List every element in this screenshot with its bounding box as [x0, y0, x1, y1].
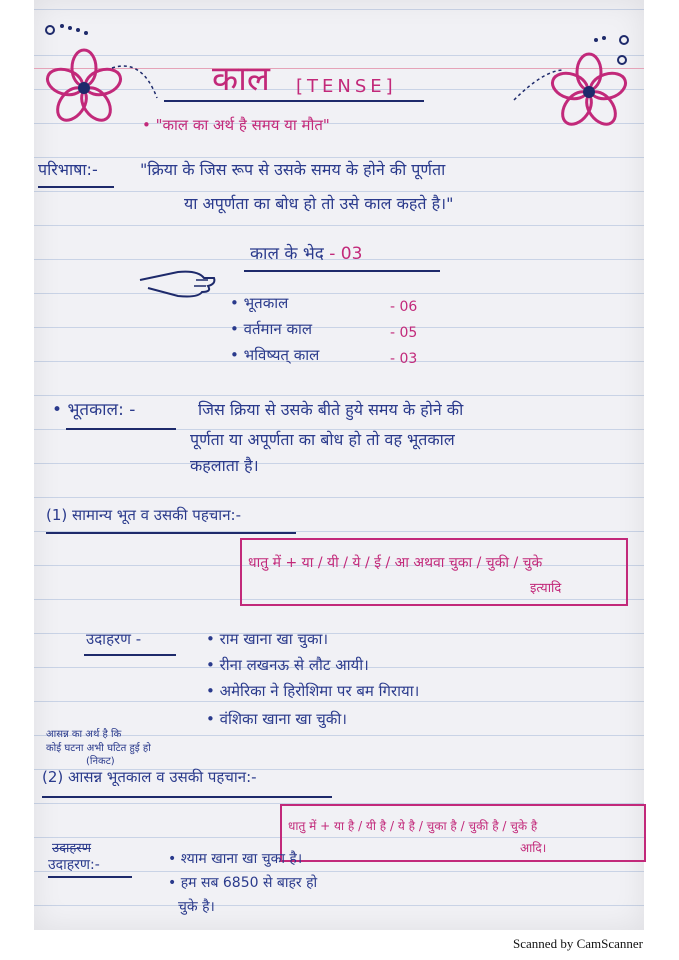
section2-example-2: चुके है।	[178, 899, 215, 915]
past-label-text: भूतकाल: -	[67, 400, 136, 420]
title-english-text: TENSE	[307, 76, 386, 97]
section1-example-1-text: रीना लखनऊ से लौट आयी।	[219, 656, 369, 674]
section2-rule-box	[280, 804, 646, 862]
scanner-watermark: Scanned by CamScanner	[513, 936, 643, 951]
section2-example-1: • हम सब 6850 से बाहर हो	[168, 875, 318, 891]
section2-examples-underline	[48, 876, 132, 878]
past-label-underline	[66, 428, 176, 430]
definition-label: परिभाषा:-	[38, 160, 98, 179]
section2-heading: (2) आसन्न भूतकाल व उसकी पहचान:-	[42, 768, 257, 786]
types-count: - 03	[329, 244, 363, 264]
flower-doodle-right	[504, 30, 634, 140]
section1-examples-underline	[84, 654, 176, 656]
type-item-0-name: भूतकाल	[243, 294, 289, 312]
side-note-line-1: आसन्न का अर्थ है कि	[46, 729, 122, 740]
pointing-hand-icon	[138, 262, 218, 302]
subtitle-text: "काल का अर्थ है समय या मौत"	[155, 116, 330, 134]
past-line-3: कहलाता है।	[190, 456, 259, 475]
type-item-1-name: वर्तमान काल	[243, 320, 313, 338]
scanner-footer	[0, 930, 679, 960]
section2-box-line-2: आदि।	[520, 841, 547, 855]
notebook-page	[34, 0, 644, 930]
section1-example-0-text: राम खाना खा चुका।	[219, 630, 329, 648]
type-item-2-count: - 03	[390, 351, 418, 367]
types-heading-text: काल के भेद	[250, 244, 324, 264]
section1-example-2-text: अमेरिका ने हिरोशिमा पर बम गिराया।	[219, 682, 420, 700]
section2-example-0: • श्याम खाना खा चुका है।	[168, 851, 303, 867]
type-item-2-name: भविष्यत् काल	[243, 346, 320, 364]
type-item-2: • भविष्यत् काल	[230, 346, 320, 364]
section1-example-2: • अमेरिका ने हिरोशिमा पर बम गिराया।	[206, 682, 420, 700]
title-hindi: काल	[212, 59, 270, 99]
section1-underline	[46, 532, 296, 534]
section2-example-0-text: श्याम खाना खा चुका है।	[180, 851, 303, 867]
section1-example-3: • वंशिका खाना खा चुकी।	[206, 710, 347, 728]
type-item-1-count: - 05	[390, 325, 418, 341]
section1-rule-box	[240, 538, 628, 606]
section1-heading: (1) सामान्य भूत व उसकी पहचान:-	[46, 506, 241, 524]
section1-example-1: • रीना लखनऊ से लौट आयी।	[206, 656, 369, 674]
past-label: • भूतकाल: -	[52, 400, 136, 420]
types-underline	[244, 270, 440, 272]
section2-examples-label-struck: उदाहरण	[52, 841, 92, 856]
past-line-1: जिस क्रिया से उसके बीते हुये समय के होने की	[198, 400, 464, 419]
definition-label-underline	[38, 186, 114, 188]
section1-box-line-2: इत्यादि	[530, 581, 562, 596]
section2-examples-label: उदाहरण:-	[48, 857, 100, 873]
section1-examples-label: उदाहरण -	[86, 630, 142, 648]
section1-box-line-1: धातु में + या / यी / ये / ई / आ अथवा चुका / चुकी / चुके	[248, 555, 543, 571]
type-item-1: • वर्तमान काल	[230, 320, 313, 338]
section2-box-line-1: धातु में + या है / यी है / ये है / चुका है / चुकी है / चुके है	[288, 819, 538, 833]
types-heading	[250, 246, 362, 263]
section2-underline	[42, 796, 332, 798]
section1-example-0: • राम खाना खा चुका।	[206, 630, 329, 648]
subtitle: • "काल का अर्थ है समय या मौत"	[142, 116, 330, 134]
past-line-2: पूर्णता या अपूर्णता का बोध हो तो वह भूतकाल	[190, 430, 455, 449]
type-item-0-count: - 06	[390, 299, 418, 315]
definition-line-1: "क्रिया के जिस रूप से उसके समय के होने की पूर्णता	[140, 160, 446, 179]
definition-line-2: या अपूर्णता का बोध हो तो उसे काल कहते है।"	[184, 194, 454, 213]
title-english: [TENSE]	[296, 76, 397, 97]
flower-doodle-left	[42, 18, 162, 128]
side-note-line-2: कोई घटना अभी घटित हुई हो	[46, 743, 151, 754]
section2-example-1-text: हम सब 6850 से बाहर हो	[180, 875, 318, 891]
section1-example-3-text: वंशिका खाना खा चुकी।	[219, 710, 347, 728]
side-note-line-3: (निकट)	[86, 756, 115, 767]
type-item-0: • भूतकाल	[230, 294, 289, 312]
title-underline	[164, 100, 424, 102]
